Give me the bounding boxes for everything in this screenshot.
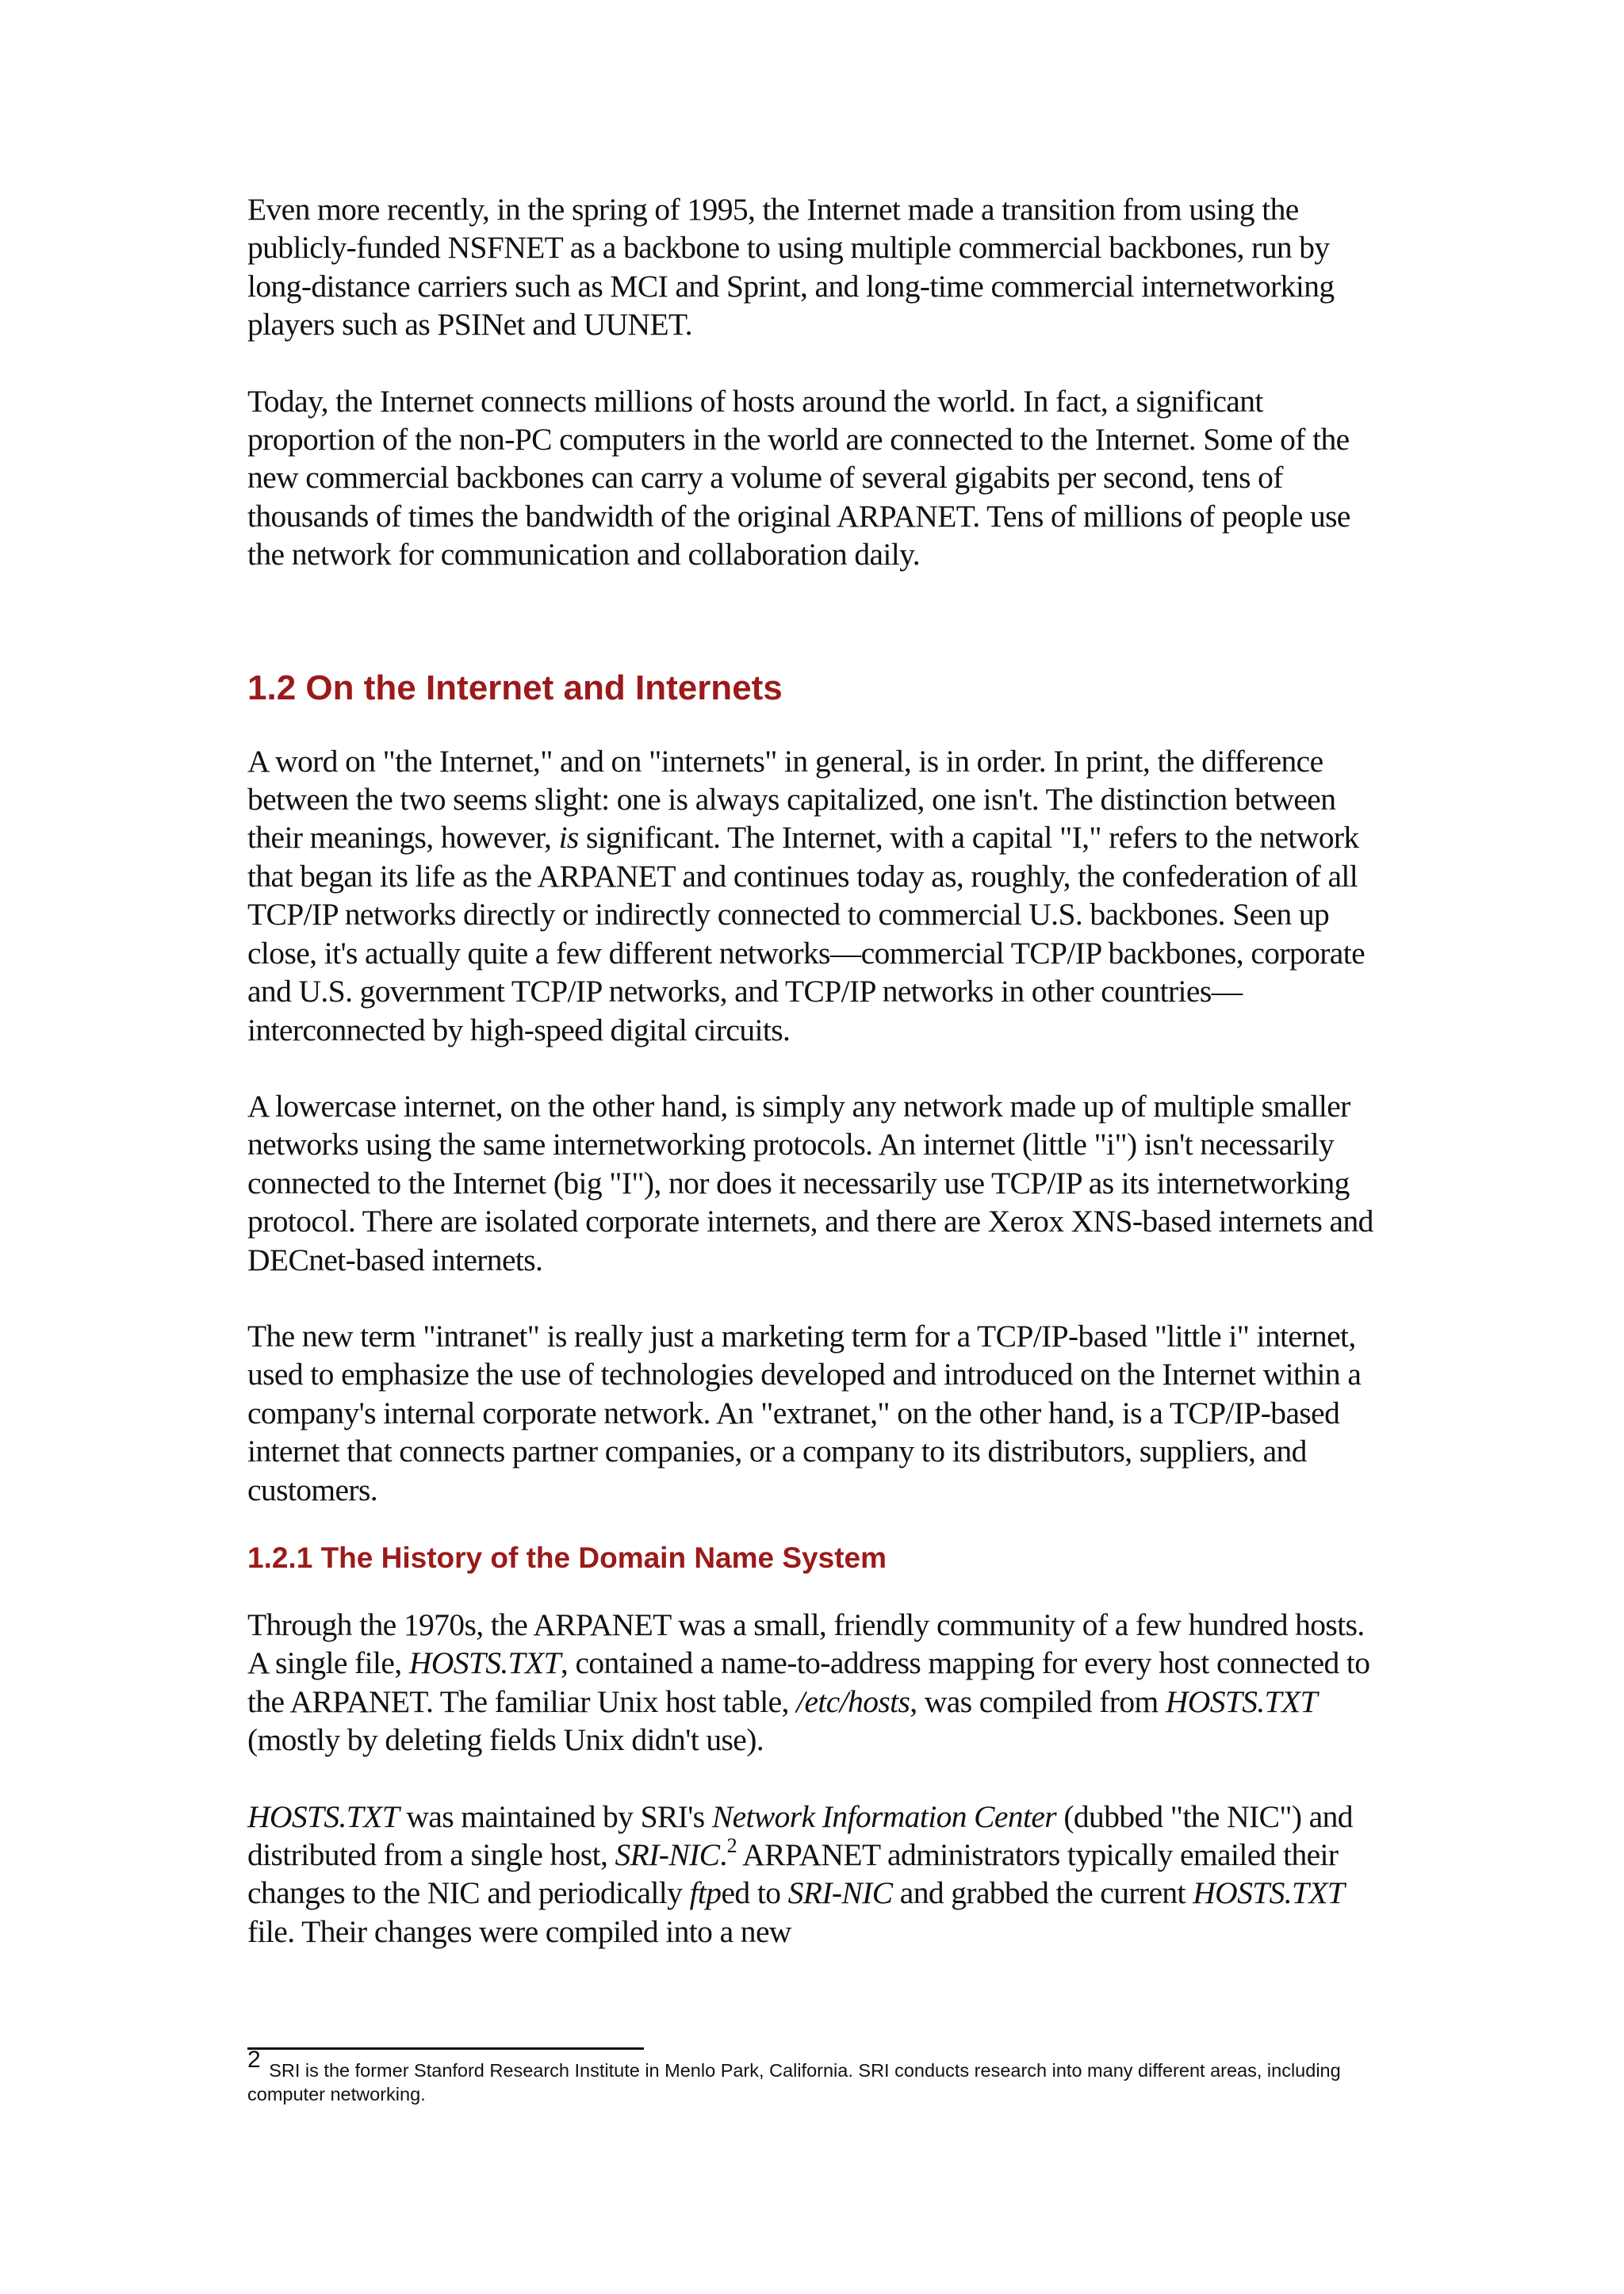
text-run: A word on "the Internet," and on "internets" in general, is in order. In print, the difference between the two seems slight: one is always capitalized, one isn't. The distinction between their meanings, however, bbox=[247, 743, 1336, 856]
text-run: significant. The Internet, with a capital "I," refers to the network that began its life as the ARPANET and continues today as, roughly, the confederation of all TCP/IP networks directly or indirectly connected to commercial U.S. backbones. Seen up close, it's actually quite a few different networks—commercial TCP/IP backbones, corporate and U.S. government TCP/IP networks, and TCP/IP networks in other countries—interconnected by high-speed digital circuits. bbox=[247, 820, 1365, 1047]
italic-command: ftp bbox=[689, 1875, 722, 1911]
text-run: , was compiled from bbox=[910, 1683, 1166, 1719]
paragraph-intranet: The new term "intranet" is really just a marketing term for a TCP/IP-based "little i" internet, used to emphasize the use of technologies developed and introduced on the Internet within a company's internal corporate network. An "extranet," on the other hand, is a TCP/IP-based internet that connects partner companies, or a company to its distributors, suppliers, and customers. bbox=[247, 1318, 1362, 1507]
text-run: was maintained by SRI's bbox=[399, 1798, 712, 1834]
text-run: and grabbed the current bbox=[892, 1875, 1193, 1911]
italic-filename: HOSTS.TXT bbox=[1193, 1875, 1345, 1911]
paragraph-lowercase-internet: A lowercase internet, on the other hand, is simply any network made up of multiple smaller networks using the same internetworking protocols. An internet (little "i") isn't necessarily connected to the Internet (big "I"), nor does it necessarily use TCP/IP as its internetworking protocol. There are isolated corporate internets, and there are Xerox XNS-based internets and DECnet-based internets. bbox=[247, 1088, 1373, 1277]
document-page bbox=[247, 190, 1389, 1951]
text-run: ARPANET administrators typically emailed their changes to the NIC and periodically bbox=[247, 1837, 1339, 1911]
text-run: (mostly by deleting fields Unix didn't use). bbox=[247, 1722, 764, 1758]
footnote-reference[interactable]: 2 bbox=[726, 1834, 737, 1857]
footnote-marker: 2 bbox=[247, 2047, 261, 2073]
text-run: ed to bbox=[721, 1875, 788, 1911]
italic-term: Network Information Center bbox=[711, 1798, 1057, 1834]
italic-filename: HOSTS.TXT bbox=[1165, 1683, 1317, 1719]
text-run: file. Their changes were compiled into a new bbox=[247, 1913, 791, 1949]
emphasis-text: is bbox=[558, 820, 579, 856]
text-run: Through the 1970s, the ARPANET was a small, friendly community of a few hundred hosts. A single file, bbox=[247, 1607, 1365, 1681]
text-run: (dubbed "the NIC") and distributed from a single host, bbox=[247, 1798, 1353, 1872]
italic-filename: HOSTS.TXT bbox=[408, 1645, 561, 1681]
paragraph-internet-vs-internets bbox=[247, 742, 1389, 1049]
paragraph-hosts-txt-maintenance bbox=[247, 1798, 1389, 1951]
text-run: , contained a name-to-address mapping for every host connected to the ARPANET. The familiar Unix host table, bbox=[247, 1645, 1370, 1719]
paragraph-internet-today: Today, the Internet connects millions of hosts around the world. In fact, a significant proportion of the non-PC computers in the world are connected to the Internet. Some of the new commercial backbones can carry a volume of several gigabits per second, tens of thousands of times the bandwidth of the original ARPANET. Tens of millions of people use the network for communication and collaboration daily. bbox=[247, 383, 1350, 573]
text-run: . bbox=[719, 1837, 727, 1872]
italic-filename: /etc/hosts bbox=[796, 1683, 910, 1719]
paragraph-1995-transition: Even more recently, in the spring of 1995, the Internet made a transition from using the publicly-funded NSFNET as a backbone to using multiple commercial backbones, run by long-distance carriers such as MCI and Sprint, and long-time commercial internetworking players such as PSINet and UUNET. bbox=[247, 192, 1335, 343]
section-heading: 1.2 On the Internet and Internets bbox=[247, 668, 783, 707]
paragraph-1970s-arpanet bbox=[247, 1606, 1389, 1760]
footnote-divider bbox=[247, 2047, 644, 2050]
subsection-heading: 1.2.1 The History of the Domain Name System bbox=[247, 1541, 887, 1574]
italic-hostname: SRI-NIC bbox=[787, 1875, 893, 1911]
footnote bbox=[247, 2047, 1405, 2106]
italic-hostname: SRI-NIC bbox=[615, 1837, 720, 1872]
italic-filename: HOSTS.TXT bbox=[247, 1798, 400, 1834]
footnote-text: SRI is the former Stanford Research Institute in Menlo Park, California. SRI conducts research into many different areas, including computer networking. bbox=[247, 2060, 1341, 2104]
